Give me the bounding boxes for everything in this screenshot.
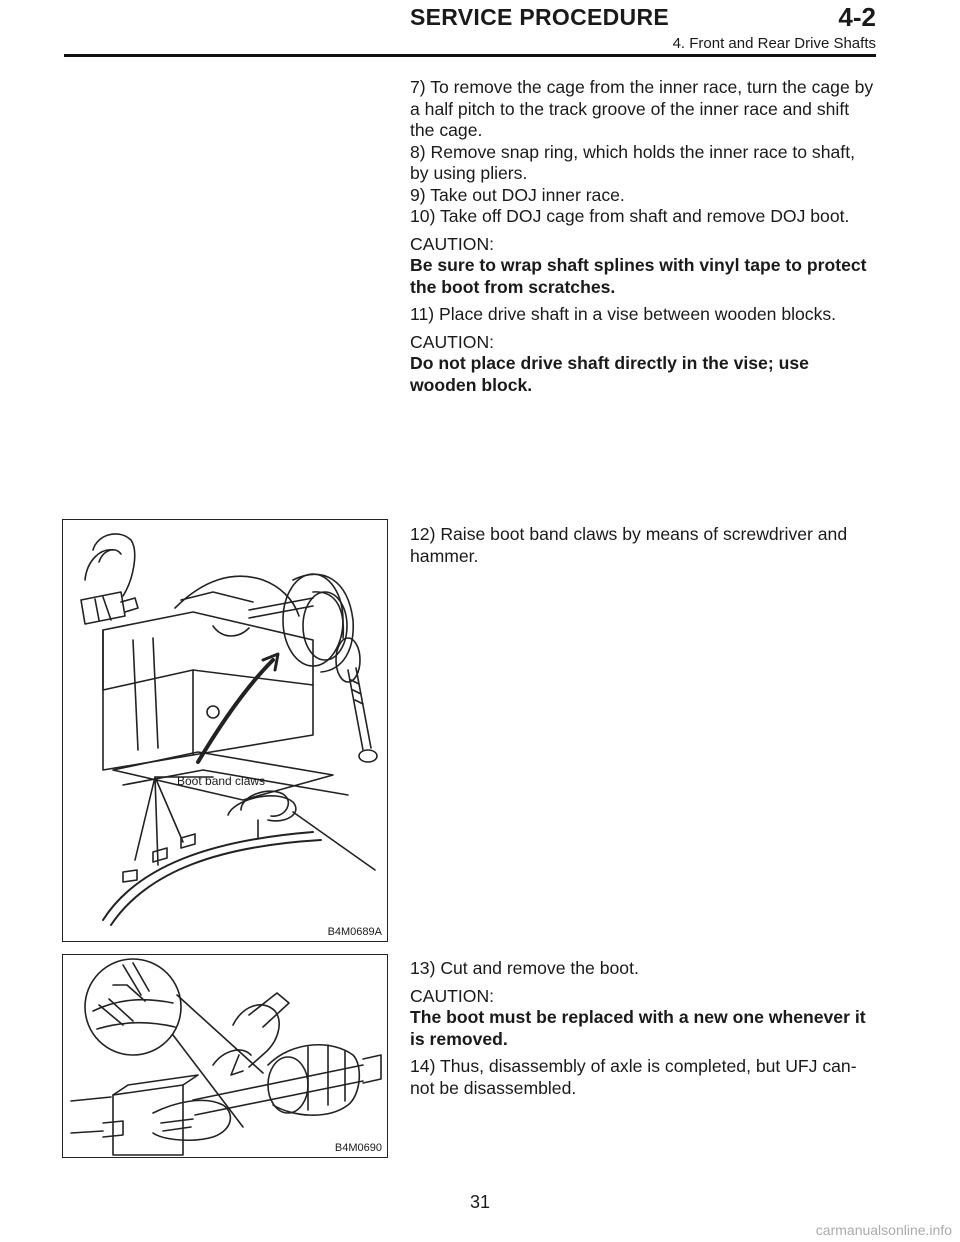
step-14: 14) Thus, disassembly of axle is completed, but UFJ can-not be disassembled. (410, 1056, 857, 1098)
figure-id: B4M0689A (327, 926, 382, 938)
caution-heading: CAUTION: (410, 233, 495, 254)
cut-boot-illustration (63, 955, 387, 1157)
step-8: 8) Remove snap ring, which holds the inner race to shaft, by using pliers. (410, 141, 855, 183)
step-12: 12) Raise boot band claws by means of screwdriver and hammer. (410, 524, 848, 566)
caution-heading: CAUTION: (410, 985, 495, 1006)
step-9: 9) Take out DOJ inner race. (410, 184, 625, 205)
figure-boot-band-claws (62, 519, 388, 942)
step-13: 13) Cut and remove the boot. (410, 958, 639, 978)
header-rule (64, 54, 876, 57)
step-10: 10) Take off DOJ cage from shaft and remove DOJ boot. (410, 206, 850, 226)
step-7: 7) To remove the cage from the inner race, turn the cage by a half pitch to the track groove of the inner race and shift the cage. (410, 77, 874, 140)
text-block-steps-13-14 (410, 958, 876, 1099)
page-number: 31 (469, 1192, 491, 1212)
figure-cut-boot (62, 954, 388, 1158)
caution-text: Do not place drive shaft directly in the vise; use wooden block. (410, 353, 809, 395)
figure-id: B4M0690 (334, 1142, 382, 1154)
header-title: SERVICE PROCEDURE (410, 4, 670, 30)
boot-band-illustration (63, 520, 387, 941)
text-block-step-12 (410, 524, 876, 567)
header-subtitle: 4. Front and Rear Drive Shafts (672, 35, 876, 52)
callout-label: Boot band claws (177, 774, 266, 788)
watermark: carmanualsonline.info (815, 1222, 952, 1238)
caution-heading: CAUTION: (410, 331, 495, 352)
text-block-steps-7-11 (410, 77, 876, 396)
step-11: 11) Place drive shaft in a vise between wooden blocks. (410, 304, 837, 324)
caution-text: The boot must be replaced with a new one whenever it is removed. (410, 1007, 866, 1049)
caution-text: Be sure to wrap shaft splines with vinyl tape to protect the boot from scratches. (410, 255, 867, 297)
section-number: 4-2 (838, 2, 876, 32)
